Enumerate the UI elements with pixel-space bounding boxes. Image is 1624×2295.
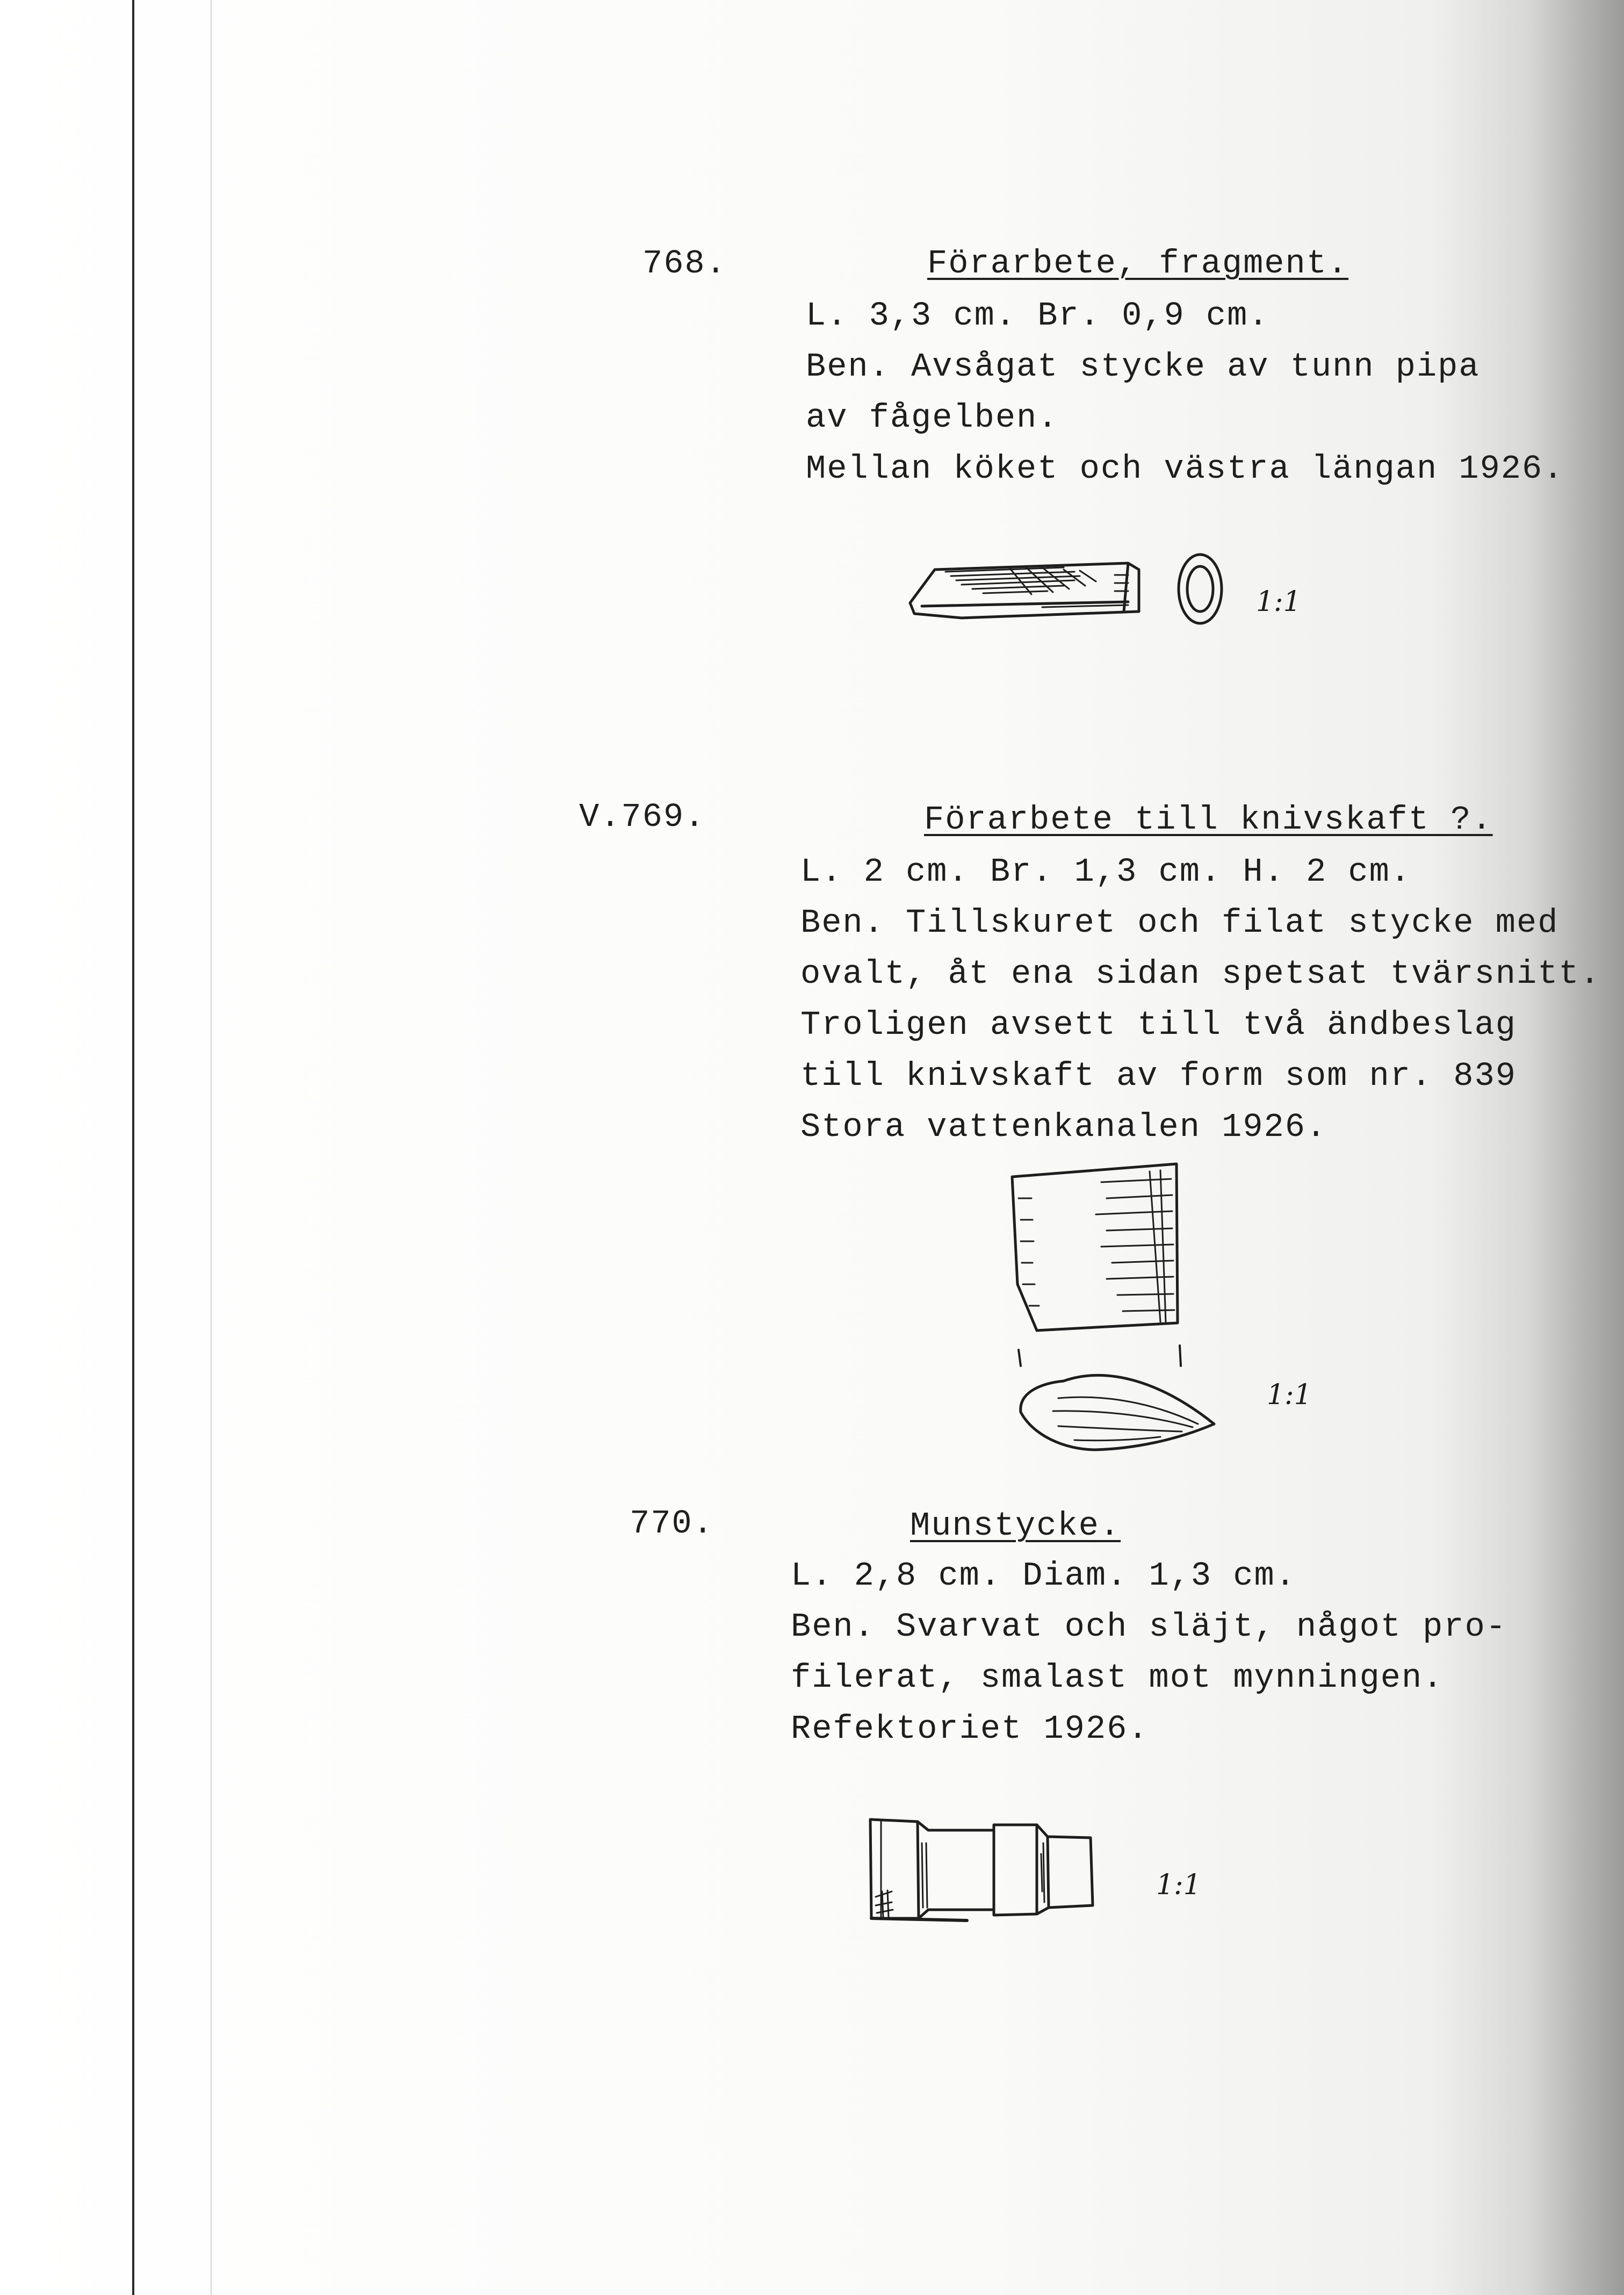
entry-770-title: Munstycke. — [910, 1507, 1121, 1545]
entry-770-scale: 1:1 — [1156, 1869, 1201, 1901]
entry-768-title: Förarbete, fragment. — [927, 244, 1349, 283]
entry-768-scale: 1:1 — [1256, 586, 1301, 618]
entry-769-scale: 1:1 — [1267, 1379, 1312, 1411]
entry-768-number: 768. — [643, 244, 727, 283]
binding-margin-line — [132, 0, 134, 2295]
mouthpiece-sketch — [860, 1811, 1107, 1934]
entry-769-description — [800, 846, 1601, 1153]
entry-769-line: Ben. Tillskuret och filat stycke med — [800, 904, 1559, 942]
entry-769-title: Förarbete till knivskaft ?. — [924, 801, 1493, 839]
bone-fragment-sketch — [903, 543, 1252, 634]
entry-769-number: V.769. — [579, 798, 706, 836]
entry-768-line: av fågelben. — [806, 399, 1059, 437]
entry-770-line: Ben. Svarvat och släjt, något pro- — [791, 1608, 1507, 1646]
entry-769-line: Stora vattenkanalen 1926. — [800, 1108, 1327, 1146]
entry-769-line: Troligen avsett till två ändbeslag — [800, 1006, 1517, 1044]
entry-768-line: L. 3,3 cm. Br. 0,9 cm. — [806, 297, 1269, 335]
entry-770-number: 770. — [630, 1505, 714, 1543]
faint-margin-line — [211, 0, 212, 2295]
entry-770-line: filerat, smalast mot mynningen. — [791, 1659, 1444, 1697]
entry-769-line: L. 2 cm. Br. 1,3 cm. H. 2 cm. — [800, 853, 1411, 891]
entry-770-line: Refektoriet 1926. — [791, 1710, 1149, 1748]
entry-768-description — [806, 290, 1564, 494]
entry-769-line: ovalt, åt ena sidan spetsat tvärsnitt. — [800, 955, 1601, 993]
entry-769-line: till knivskaft av form som nr. 839 — [800, 1057, 1517, 1095]
entry-770-line: L. 2,8 cm. Diam. 1,3 cm. — [791, 1557, 1296, 1595]
entry-768-line: Ben. Avsågat stycke av tunn pipa — [806, 348, 1480, 386]
knife-handle-blank-sketch — [999, 1155, 1225, 1478]
entry-770-description — [791, 1550, 1507, 1754]
entry-768-line: Mellan köket och västra längan 1926. — [806, 450, 1564, 488]
